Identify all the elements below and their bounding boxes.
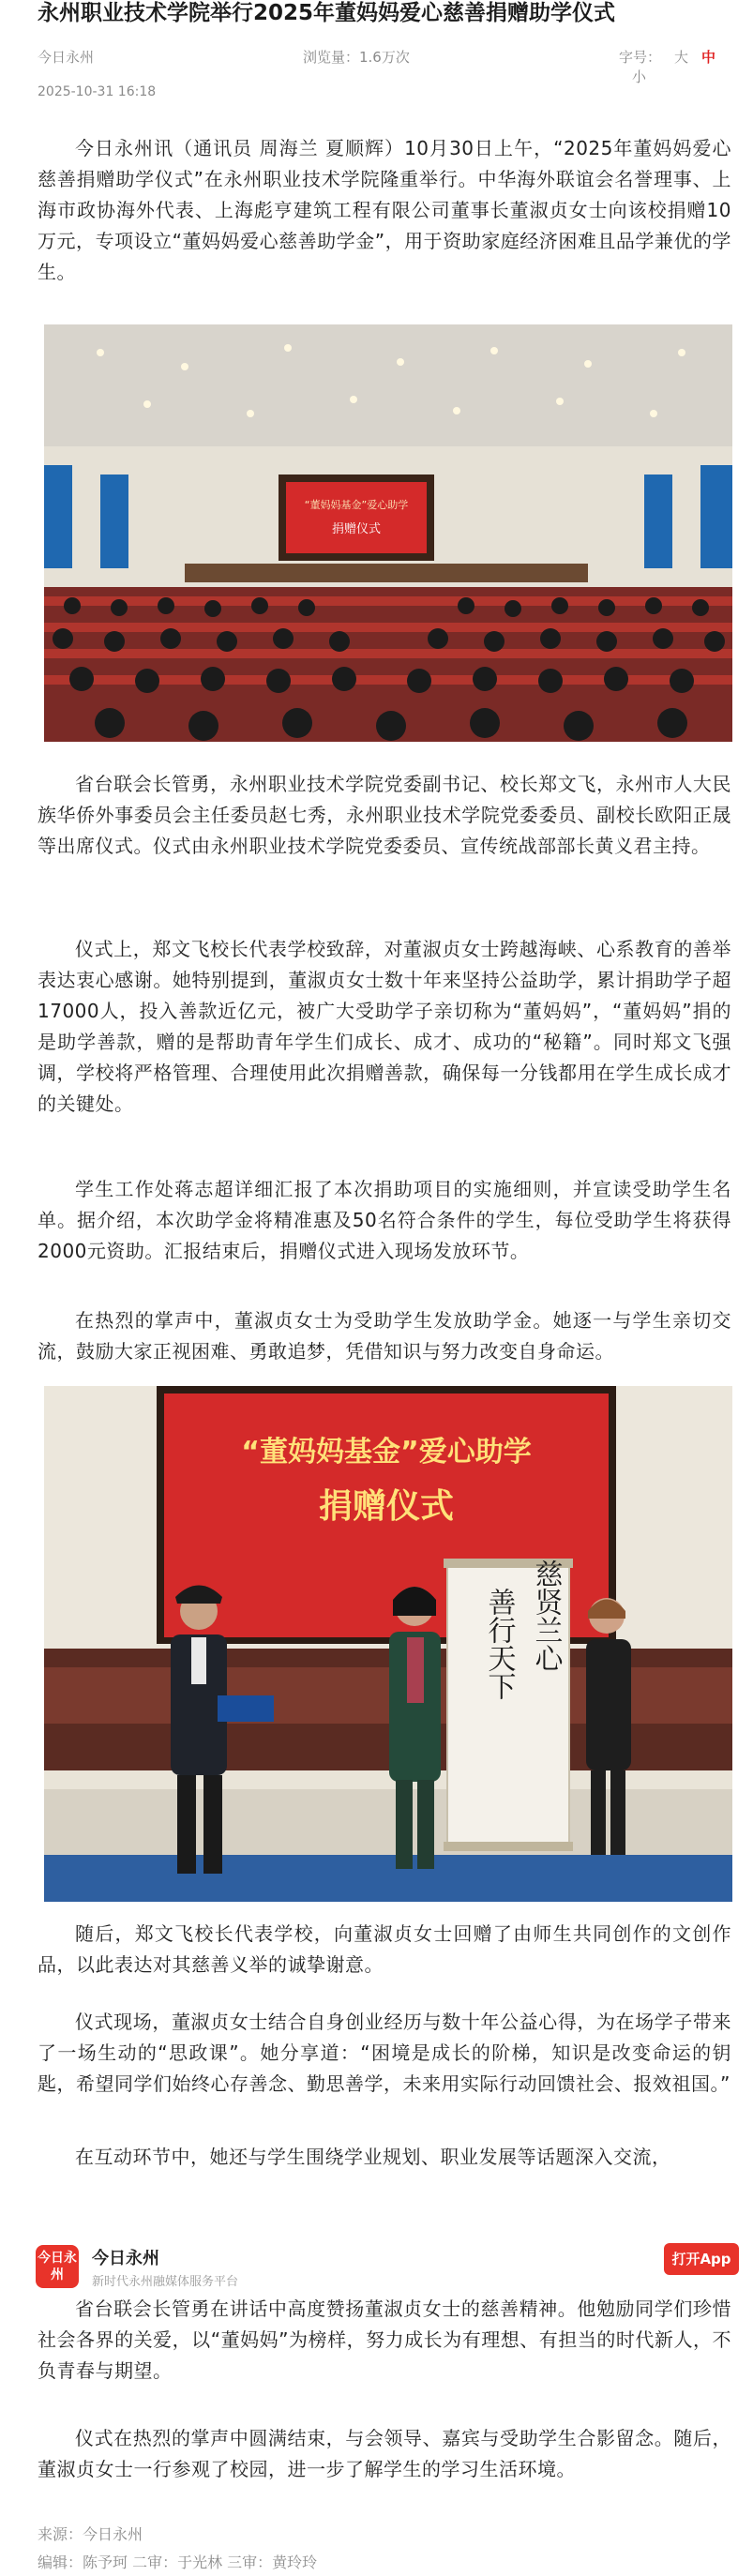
view-count: 浏览量：1.6万次 <box>303 49 410 66</box>
paragraph: 在互动环节中，她还与学生围绕学业规划、职业发展等话题深入交流， <box>75 2146 671 2168</box>
hall-banner-line1: “董妈妈基金”爱心助学 <box>304 499 409 511</box>
font-size-medium[interactable]: 中 <box>701 49 716 66</box>
paragraph: 仪式上，郑文飞校长代表学校致辞，对董淑贞女士跨越海峡、心系教育的善举表达衷心感谢。她特别提到，董淑贞女士数十年来坚持公益助学，累计捐助学子超17000人，投入善款近亿元，被广大受助学子亲切称为“董妈妈”，“董妈妈”捐的是助学善款，赠的是帮助青年学生们成长、成才、成功的“秘籍”。同时郑文飞强调，学校将严格管理、合理使用此次捐赠善款，确保每一分钱都用在学生成长成才的关键处。 <box>38 938 731 1115</box>
publish-date: 2025-10-31 16:18 <box>38 84 157 99</box>
open-app-banner[interactable] <box>26 2236 739 2296</box>
paragraph: 随后，郑文飞校长代表学校，向董淑贞女士回赠了由师生共同创作的文创作品，以此表达对其慈善义举的诚挚谢意。 <box>38 1922 731 1976</box>
donation-stage-photo <box>44 1386 732 1902</box>
stage-banner-line1: “董妈妈基金”爱心助学 <box>241 1436 532 1469</box>
footer-source: 来源：今日永州 <box>38 2525 143 2543</box>
font-size-large[interactable]: 大 <box>674 49 689 66</box>
open-app-button[interactable]: 打开App <box>664 2243 739 2275</box>
ceremony-hall-photo <box>44 324 732 742</box>
scroll-text-col1: 慈贤兰心 <box>529 1559 563 1672</box>
font-size-label: 字号： <box>619 49 662 66</box>
paragraph: 省台联会长管勇在讲话中高度赞扬董淑贞女士的慈善精神。他勉励同学们珍惜社会各界的关爱，以“董妈妈”为榜样，努力成长为有理想、有担当的时代新人，不负青春与期望。 <box>38 2297 731 2382</box>
article-meta <box>38 47 731 85</box>
paragraph: 在热烈的掌声中，董淑贞女士为受助学生发放助学金。她逐一与学生亲切交流，鼓励大家正视困难、勇敢追梦，凭借知识与努力改变自身命运。 <box>38 1309 731 1363</box>
hall-banner-line2: 捐赠仪式 <box>331 522 382 536</box>
paragraph: 今日永州讯（通讯员 周海兰 夏顺辉）10月30日上午，“2025年董妈妈爱心慈善捐赠助学仪式”在永州职业技术学院隆重举行。中华海外联谊会名誉理事、上海市政协海外代表、上海彪亨建筑工程有限公司董事长董淑贞女士向该校捐赠10万元，专项设立“董妈妈爱心慈善助学金”，用于资助家庭经济困难且品学兼优的学生。 <box>38 137 731 283</box>
paragraph: 学生工作处蒋志超详细汇报了本次捐助项目的实施细则，并宣读受助学生名单。据介绍，本次助学金将精准惠及50名符合条件的学生，每位受助学生将获得2000元资助。汇报结束后，捐赠仪式进入现场发放环节。 <box>38 1178 731 1262</box>
app-description: 新时代永州融媒体服务平台 <box>92 2275 239 2289</box>
article-source[interactable]: 今日永州 <box>38 49 95 66</box>
paragraph: 省台联会长管勇，永州职业技术学院党委副书记、校长郑文飞，永州市人大民族华侨外事委员会主任委员赵七秀，永州职业技术学院党委委员、副校长欧阳正晟等出席仪式。仪式由永州职业技术学院党委委员、宣传统战部部长黄义君主持。 <box>38 773 731 857</box>
font-size-small[interactable]: 小 <box>632 68 647 85</box>
stage-banner-line2: 捐赠仪式 <box>318 1487 455 1526</box>
footer-editors: 编辑：陈予珂 二审：于光林 三审：黄玲玲 <box>38 2553 318 2571</box>
font-size-switcher <box>619 47 731 86</box>
app-logo-icon: 今日永州 <box>36 2245 79 2288</box>
paragraph: 仪式现场，董淑贞女士结合自身创业经历与数十年公益心得，为在场学子带来了一场生动的“思政课”。她分享道：“困境是成长的阶梯，知识是改变命运的钥匙，希望同学们始终心存善念、勤思善学，未来用实际行动回馈社会、报效祖国。” <box>38 2011 731 2095</box>
app-name: 今日永州 <box>92 2249 159 2268</box>
paragraph: 仪式在热烈的掌声中圆满结束，与会领导、嘉宾与受助学生合影留念。随后，董淑贞女士一行参观了校园，进一步了解学生的学习生活环境。 <box>38 2427 731 2480</box>
article-title: 永州职业技术学院举行2025年董妈妈爱心慈善捐赠助学仪式 <box>38 1 616 25</box>
scroll-text-col2: 善行天下 <box>482 1588 516 1700</box>
